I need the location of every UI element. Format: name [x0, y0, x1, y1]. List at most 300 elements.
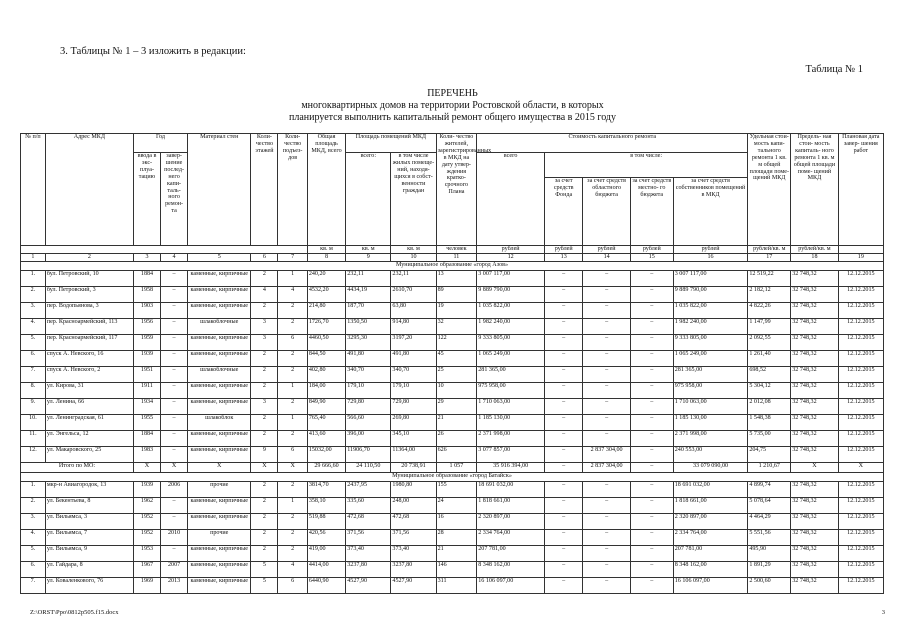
table-cell: 340,70	[391, 367, 436, 383]
table-cell: –	[545, 578, 583, 594]
table-cell: 1	[278, 498, 307, 514]
table-cell: –	[630, 562, 673, 578]
table-cell: 8.	[21, 383, 46, 399]
table-cell: 2437,95	[346, 482, 391, 498]
table-cell: 32 748,32	[791, 530, 838, 546]
header-year-in: ввода в экс- плуа- тацию	[133, 153, 160, 246]
table-row	[21, 482, 884, 498]
table-cell: каменные, кирпичные	[188, 431, 251, 447]
table-cell: 214,80	[307, 303, 345, 319]
section-row	[21, 473, 884, 482]
table-cell: 5	[251, 578, 278, 594]
table-cell: 29	[436, 399, 477, 415]
table-row	[21, 431, 884, 447]
table-cell: 12.12.2015	[838, 351, 883, 367]
table-cell: –	[545, 351, 583, 367]
header-address: Адрес МКД	[45, 134, 133, 246]
table-cell: 9 889 790,00	[477, 287, 545, 303]
table-cell: –	[630, 399, 673, 415]
column-number: 7	[278, 254, 307, 262]
table-cell: ул. Макаровского, 25	[45, 447, 133, 463]
table-cell: 2006	[161, 482, 188, 498]
table-cell: 491,80	[391, 351, 436, 367]
table-cell: 2	[251, 383, 278, 399]
title-line: многоквартирных домов на территории Ростовской области, в которых	[301, 100, 604, 111]
table-cell: 729,80	[346, 399, 391, 415]
table-cell: 187,70	[346, 303, 391, 319]
table-cell: каменные, кирпичные	[188, 351, 251, 367]
header-plan-date: Плановая дата завер- шения работ	[838, 134, 883, 246]
unit-cell: рублей	[583, 246, 630, 254]
table-cell: 4460,50	[307, 335, 345, 351]
table-cell: 32 748,32	[791, 383, 838, 399]
table-cell: 1955	[133, 415, 160, 431]
table-cell: 32	[436, 319, 477, 335]
table-cell: 1884	[133, 271, 160, 287]
table-cell: 155	[436, 482, 477, 498]
table-cell: 184,00	[307, 383, 345, 399]
table-cell: пер. Красноармейский, 117	[45, 335, 133, 351]
total-cell: 24 110,50	[346, 463, 391, 473]
total-cell: Итого по МО:	[21, 463, 134, 473]
table-cell: 9 889 790,00	[673, 287, 748, 303]
unit-cell: рублей	[477, 246, 545, 254]
table-cell: 32 748,32	[791, 319, 838, 335]
total-cell: 29 666,60	[307, 463, 345, 473]
header-cost-fund: за счет средств Фонда	[545, 177, 583, 245]
table-cell: 9.	[21, 399, 46, 415]
table-cell: 1934	[133, 399, 160, 415]
table-row	[21, 546, 884, 562]
table-row	[21, 303, 884, 319]
table-cell: 63,80	[391, 303, 436, 319]
table-cell: 3.	[21, 514, 46, 530]
table-cell: 12 519,22	[748, 271, 791, 287]
table-cell: 12.12.2015	[838, 578, 883, 594]
header-cost-owners: за счет средств собственников помещений в МКД	[673, 177, 748, 245]
table-cell: 358,10	[307, 498, 345, 514]
units-row	[21, 246, 884, 254]
table-cell: 4527,90	[391, 578, 436, 594]
table-cell: 3	[251, 399, 278, 415]
table-cell: 311	[436, 578, 477, 594]
table-cell: 2	[251, 546, 278, 562]
header-residents: Коли- чество жителей, зарегистрированных в МКД на дату утвер- ждения кратко- срочного Плана	[436, 134, 477, 246]
table-cell: 2	[278, 303, 307, 319]
table-cell: 2	[278, 514, 307, 530]
table-cell: –	[583, 271, 630, 287]
table-cell: –	[583, 415, 630, 431]
table-cell: 1962	[133, 498, 160, 514]
table-cell: 7.	[21, 578, 46, 594]
table-cell: –	[630, 546, 673, 562]
table-cell: 12.12.2015	[838, 271, 883, 287]
table-cell: –	[630, 271, 673, 287]
table-cell: –	[630, 578, 673, 594]
table-cell: –	[630, 287, 673, 303]
table-cell: 3237,80	[391, 562, 436, 578]
table-cell: –	[583, 303, 630, 319]
table-cell: 12.12.2015	[838, 546, 883, 562]
total-cell: X	[133, 463, 160, 473]
table-cell: 32 748,32	[791, 546, 838, 562]
table-cell: 1	[278, 415, 307, 431]
table-cell: 1	[278, 271, 307, 287]
table-cell: 45	[436, 351, 477, 367]
table-cell: 3237,80	[346, 562, 391, 578]
table-cell: 2 320 897,00	[477, 514, 545, 530]
table-cell: ул. Энгельса, 12	[45, 431, 133, 447]
table-cell: –	[630, 303, 673, 319]
table-cell: 12.12.2015	[838, 319, 883, 335]
table-cell: 2	[278, 319, 307, 335]
column-numbers-row	[21, 254, 884, 262]
column-number: 15	[630, 254, 673, 262]
table-cell: 5 551,56	[748, 530, 791, 546]
section-title: Муниципальное образование «город Батайск»	[21, 473, 884, 482]
table-cell: 32 748,32	[791, 287, 838, 303]
table-cell: –	[630, 482, 673, 498]
table-cell: –	[545, 482, 583, 498]
table-cell: 13	[436, 271, 477, 287]
table-cell: –	[583, 482, 630, 498]
table-cell: 18 691 032,00	[673, 482, 748, 498]
table-cell: 1350,50	[346, 319, 391, 335]
table-cell: каменные, кирпичные	[188, 562, 251, 578]
table-cell: 2	[278, 546, 307, 562]
table-cell: ул. Коваленкового, 76	[45, 578, 133, 594]
table-cell: 849,90	[307, 399, 345, 415]
table-cell: 698,52	[748, 367, 791, 383]
total-cell: X	[161, 463, 188, 473]
total-cell: 1 210,67	[748, 463, 791, 473]
table-cell: 1 710 063,00	[477, 399, 545, 415]
column-number: 14	[583, 254, 630, 262]
table-number: Таблица № 1	[805, 64, 863, 75]
table-cell: 2 092,55	[748, 335, 791, 351]
table-cell: 2	[251, 530, 278, 546]
table-cell: 5 735,00	[748, 431, 791, 447]
table-cell: 179,10	[346, 383, 391, 399]
table-cell: 1952	[133, 530, 160, 546]
table-cell: 2	[251, 498, 278, 514]
table-cell: 1939	[133, 482, 160, 498]
table-cell: 269,80	[391, 415, 436, 431]
table-cell: 2	[251, 303, 278, 319]
table-cell: шлакоблок	[188, 415, 251, 431]
table-cell: –	[630, 415, 673, 431]
table-cell: 340,70	[346, 367, 391, 383]
header-wall: Материал стен	[188, 134, 251, 246]
table-cell: –	[630, 319, 673, 335]
table-cell: каменные, кирпичные	[188, 546, 251, 562]
table-cell: 12.12.2015	[838, 303, 883, 319]
table-cell: 4 822,26	[748, 303, 791, 319]
table-cell: 1939	[133, 351, 160, 367]
table-cell: –	[545, 530, 583, 546]
table-cell: 1969	[133, 578, 160, 594]
table-cell: прочие	[188, 530, 251, 546]
table-cell: шлакоблочные	[188, 367, 251, 383]
table-cell: 10.	[21, 415, 46, 431]
table-cell: 1 035 822,00	[477, 303, 545, 319]
table-cell: спуск А. Невского, 2	[45, 367, 133, 383]
table-cell: 2 320 897,00	[673, 514, 748, 530]
table-cell: 2010	[161, 530, 188, 546]
table-cell: 12.12.2015	[838, 514, 883, 530]
table-cell: –	[545, 383, 583, 399]
table-cell: 1 261,40	[748, 351, 791, 367]
table-cell: 122	[436, 335, 477, 351]
header-num: № п/п	[21, 134, 46, 246]
table-cell: –	[161, 287, 188, 303]
table-cell: 281 365,00	[477, 367, 545, 383]
table-cell: –	[161, 399, 188, 415]
header-unit-cost: Удельная стои- мость капи- тального ремонта 1 кв. м общей площади поме- щений МКД	[748, 134, 791, 246]
table-cell: 2 334 764,00	[477, 530, 545, 546]
table-cell: 32 748,32	[791, 271, 838, 287]
table-cell: 4 464,29	[748, 514, 791, 530]
table-cell: –	[630, 431, 673, 447]
table-cell: 1 548,38	[748, 415, 791, 431]
table-cell: –	[583, 498, 630, 514]
table-cell: ул. Вильямса, 3	[45, 514, 133, 530]
table-cell: 2 500,60	[748, 578, 791, 594]
unit-cell: кв. м	[346, 246, 391, 254]
table-cell: –	[630, 530, 673, 546]
table-cell: 1983	[133, 447, 160, 463]
table-cell: шлакоблочные	[188, 319, 251, 335]
table-cell: –	[630, 335, 673, 351]
table-cell: 5.	[21, 546, 46, 562]
table-cell: 1 147,99	[748, 319, 791, 335]
column-number: 12	[477, 254, 545, 262]
table-cell: 2013	[161, 578, 188, 594]
table-cell: 1 818 661,00	[477, 498, 545, 514]
table-cell: 10	[436, 383, 477, 399]
table-cell: 2	[251, 415, 278, 431]
total-cell: 33 079 090,00	[673, 463, 748, 473]
table-cell: –	[545, 287, 583, 303]
table-cell: 12.12.2015	[838, 383, 883, 399]
table-cell: бул. Петровский, 3	[45, 287, 133, 303]
table-cell: 32 748,32	[791, 498, 838, 514]
table-cell: –	[161, 303, 188, 319]
header-cost: Стоимость капитального ремонта	[477, 134, 748, 153]
table-cell: 472,68	[391, 514, 436, 530]
table-cell: 3295,30	[346, 335, 391, 351]
table-cell: 2	[278, 399, 307, 415]
table-cell: 566,60	[346, 415, 391, 431]
table-cell: 32 748,32	[791, 482, 838, 498]
table-cell: каменные, кирпичные	[188, 287, 251, 303]
table-cell: 5.	[21, 335, 46, 351]
repair-table	[20, 133, 884, 594]
table-cell: –	[161, 335, 188, 351]
table-cell: –	[583, 578, 630, 594]
table-cell: 2	[278, 530, 307, 546]
table-cell: 12.12.2015	[838, 562, 883, 578]
table-cell: 6.	[21, 562, 46, 578]
table-row	[21, 447, 884, 463]
table-cell: пер. Водопьянова, 3	[45, 303, 133, 319]
table-cell: 32 748,32	[791, 303, 838, 319]
table-cell: –	[161, 514, 188, 530]
table-cell: 4	[278, 562, 307, 578]
table-cell: –	[583, 319, 630, 335]
table-cell: 11364,00	[391, 447, 436, 463]
table-cell: –	[583, 530, 630, 546]
table-cell: 1 185 130,00	[477, 415, 545, 431]
table-cell: 4.	[21, 530, 46, 546]
table-cell: –	[545, 319, 583, 335]
table-cell: каменные, кирпичные	[188, 383, 251, 399]
table-cell: 6.	[21, 351, 46, 367]
table-cell: 413,60	[307, 431, 345, 447]
table-cell: 1980,80	[391, 482, 436, 498]
table-cell: 32 748,32	[791, 578, 838, 594]
table-cell: 9 333 805,00	[673, 335, 748, 351]
table-cell: –	[161, 415, 188, 431]
table-cell: 3	[251, 319, 278, 335]
table-cell: 2	[251, 351, 278, 367]
table-cell: –	[583, 335, 630, 351]
table-cell: 21	[436, 415, 477, 431]
table-cell: –	[545, 335, 583, 351]
table-cell: 1951	[133, 367, 160, 383]
table-cell: 19	[436, 303, 477, 319]
header-year: Год	[133, 134, 187, 153]
table-cell: 24	[436, 498, 477, 514]
table-cell: 6440,90	[307, 578, 345, 594]
unit-cell: рублей	[630, 246, 673, 254]
table-cell: 626	[436, 447, 477, 463]
table-cell: пер. Красноармейский, 113	[45, 319, 133, 335]
total-cell: X	[791, 463, 838, 473]
table-cell: каменные, кирпичные	[188, 514, 251, 530]
table-cell: 15032,00	[307, 447, 345, 463]
table-row	[21, 415, 884, 431]
table-cell: –	[545, 271, 583, 287]
table-cell: 975 958,00	[673, 383, 748, 399]
intro-text: 3. Таблицы № 1 – 3 изложить в редакции:	[60, 46, 246, 57]
table-row	[21, 399, 884, 415]
table-cell: 495,90	[748, 546, 791, 562]
table-cell: 32 748,32	[791, 415, 838, 431]
table-cell: –	[630, 367, 673, 383]
table-cell: –	[630, 351, 673, 367]
footer-path: Z:\ORST\Ppo\0812p505.f15.docx	[30, 609, 119, 616]
unit-cell: человек	[436, 246, 477, 254]
table-cell: 519,88	[307, 514, 345, 530]
table-cell: 4532,20	[307, 287, 345, 303]
column-number: 11	[436, 254, 477, 262]
table-body	[21, 262, 884, 594]
table-cell: 4434,19	[346, 287, 391, 303]
table-cell: 2	[278, 351, 307, 367]
total-cell: 35 916 394,00	[477, 463, 545, 473]
table-cell: ул. Ленина, 66	[45, 399, 133, 415]
table-cell: –	[630, 383, 673, 399]
table-cell: 371,56	[391, 530, 436, 546]
column-number: 17	[748, 254, 791, 262]
table-cell: –	[630, 514, 673, 530]
table-cell: 1 065 249,00	[477, 351, 545, 367]
table-cell: мкр-н Авиагородок, 13	[45, 482, 133, 498]
table-cell: 4527,90	[346, 578, 391, 594]
total-cell: 20 738,91	[391, 463, 436, 473]
table-cell: 4	[278, 287, 307, 303]
table-cell: 12.12.2015	[838, 447, 883, 463]
table-cell: –	[583, 562, 630, 578]
table-cell: ул. Вильямса, 7	[45, 530, 133, 546]
table-cell: –	[161, 319, 188, 335]
table-cell: 248,00	[391, 498, 436, 514]
total-cell: X	[838, 463, 883, 473]
table-cell: –	[545, 562, 583, 578]
table-cell: –	[545, 498, 583, 514]
table-cell: 396,00	[346, 431, 391, 447]
page-number: 3	[881, 609, 885, 616]
table-cell: 2007	[161, 562, 188, 578]
table-cell: спуск А. Невского, 16	[45, 351, 133, 367]
table-cell: прочие	[188, 482, 251, 498]
table-cell: –	[161, 431, 188, 447]
table-cell: 1726,70	[307, 319, 345, 335]
table-cell: –	[545, 303, 583, 319]
table-cell: 2610,70	[391, 287, 436, 303]
table-row	[21, 530, 884, 546]
table-row	[21, 367, 884, 383]
header-prem-total: всего:	[346, 153, 391, 246]
table-cell: 1953	[133, 546, 160, 562]
table-cell: 16 106 097,00	[477, 578, 545, 594]
table-cell: 975 958,00	[477, 383, 545, 399]
table-row	[21, 578, 884, 594]
table-cell: 12.12.2015	[838, 431, 883, 447]
table-cell: 371,56	[346, 530, 391, 546]
table-cell: 232,11	[391, 271, 436, 287]
table-cell: 1 035 822,00	[673, 303, 748, 319]
table-cell: 32 748,32	[791, 335, 838, 351]
unit-cell: рублей/кв. м	[748, 246, 791, 254]
table-cell: 1 710 063,00	[673, 399, 748, 415]
table-cell: –	[630, 447, 673, 463]
table-cell: 1911	[133, 383, 160, 399]
table-cell: –	[545, 431, 583, 447]
table-cell: 26	[436, 431, 477, 447]
table-cell: 1903	[133, 303, 160, 319]
table-cell: 3	[251, 335, 278, 351]
table-cell: 32 748,32	[791, 351, 838, 367]
table-cell: 2	[278, 431, 307, 447]
table-row	[21, 271, 884, 287]
table-cell: 1 818 661,00	[673, 498, 748, 514]
column-number: 4	[161, 254, 188, 262]
table-row	[21, 351, 884, 367]
table-cell: 844,50	[307, 351, 345, 367]
table-cell: 25	[436, 367, 477, 383]
header-entrances: Коли- чество подъез- дов	[278, 134, 307, 246]
table-cell: 3197,20	[391, 335, 436, 351]
table-cell: 2 182,12	[748, 287, 791, 303]
table-cell: 402,80	[307, 367, 345, 383]
column-number: 6	[251, 254, 278, 262]
table-cell: –	[545, 415, 583, 431]
table-cell: 11.	[21, 431, 46, 447]
header-cost-local: за счет средств местно- го бюджета	[630, 177, 673, 245]
table-cell: 6	[278, 335, 307, 351]
